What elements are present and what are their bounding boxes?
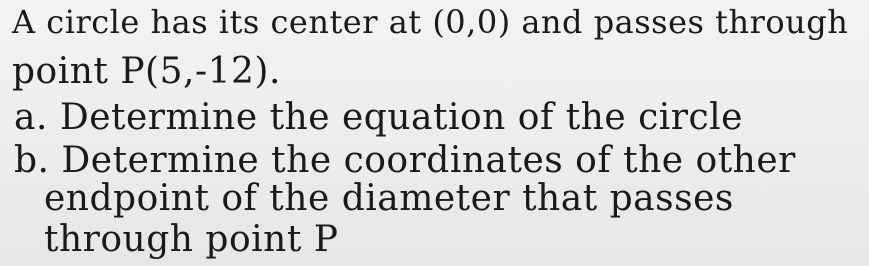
problem-statement-line-2: point P(5,-12). bbox=[12, 51, 281, 92]
part-b-question-line-2: endpoint of the diameter that passes bbox=[44, 178, 734, 219]
part-b-question-line-1: b. Determine the coordinates of the other bbox=[14, 140, 796, 181]
problem-statement-line-1: A circle has its center at (0,0) and passes through bbox=[12, 3, 849, 41]
part-a-question: a. Determine the equation of the circle bbox=[14, 97, 743, 138]
part-b-question-line-3: through point P bbox=[44, 219, 339, 260]
